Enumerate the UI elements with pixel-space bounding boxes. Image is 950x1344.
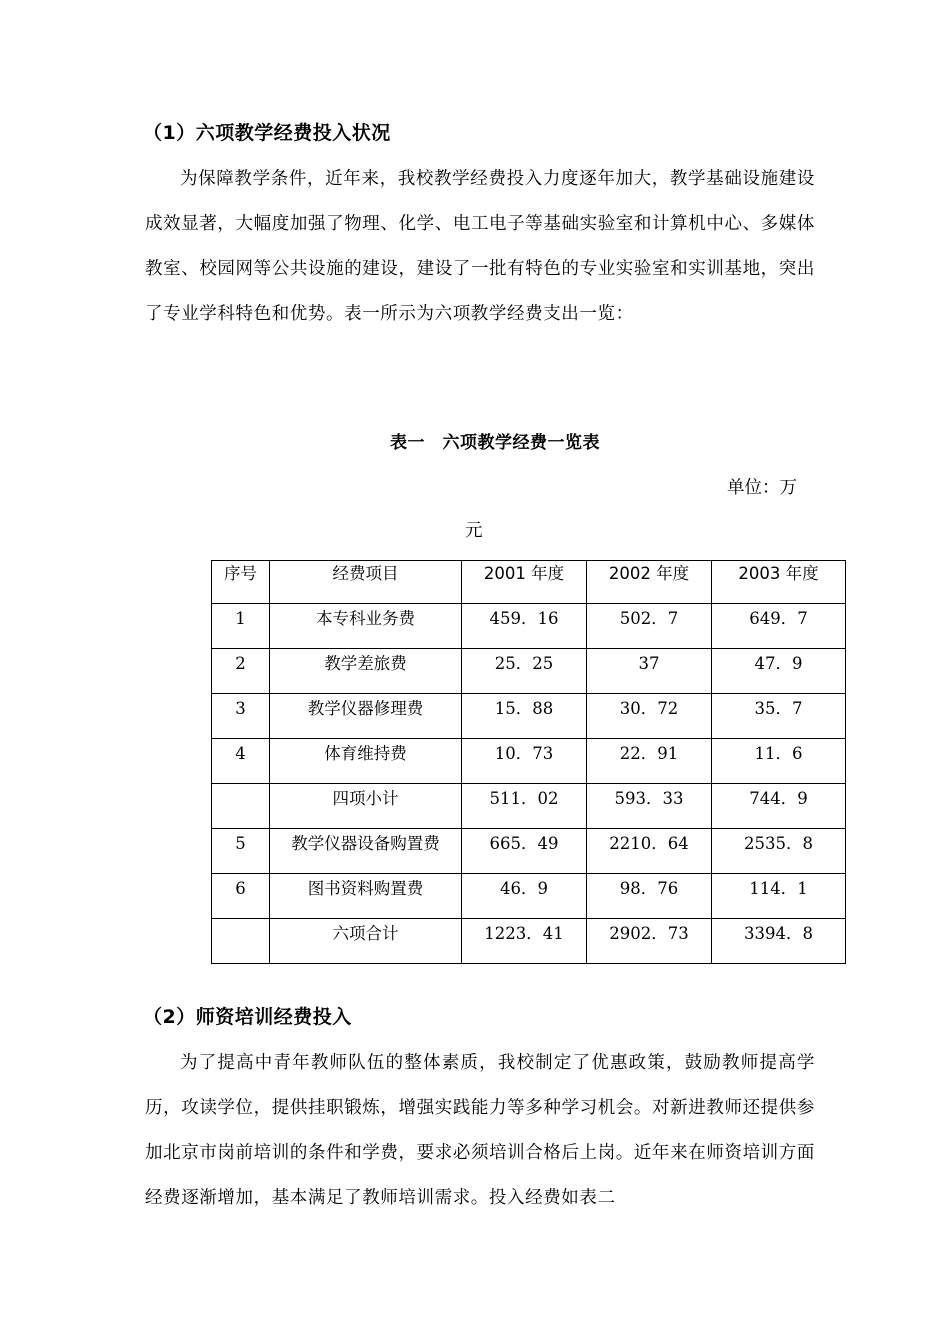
table-cell: 2535．8 [712, 829, 846, 874]
table-cell: 2210．64 [587, 829, 712, 874]
table-row [212, 784, 846, 829]
table-cell [212, 919, 270, 964]
section2-heading: （2）师资培训经费投入 [143, 1006, 352, 1028]
table-cell: 4 [212, 739, 270, 784]
header-cell: 2003 年度 [712, 561, 846, 604]
table-row [212, 649, 846, 694]
table1-caption: 表一 六项教学经费一览表 [390, 433, 600, 453]
table-cell: 15．88 [462, 694, 587, 739]
table-cell: 459．16 [462, 604, 587, 649]
table-cell: 649．7 [712, 604, 846, 649]
table-cell: 98．76 [587, 874, 712, 919]
table-cell: 744．9 [712, 784, 846, 829]
table-cell: 体育维持费 [270, 739, 462, 784]
table-cell: 3394．8 [712, 919, 846, 964]
table1-unit-line1: 单位：万 [727, 478, 797, 498]
table-row [212, 604, 846, 649]
table-cell: 5 [212, 829, 270, 874]
table-cell: 11．6 [712, 739, 846, 784]
table-cell: 3 [212, 694, 270, 739]
table-cell: 六项合计 [270, 919, 462, 964]
table-cell: 教学差旅费 [270, 649, 462, 694]
section1-paragraph: 为保障教学条件，近年来，我校教学经费投入力度逐年加大，教学基础设施建设成效显著，大幅度加强了物理、化学、电工电子等基础实验室和计算机中心、多媒体教室、校园网等公共设施的建设，建设了一批有特色的专业实验室和实训基地，突出了专业学科特色和优势。表一所示为六项教学经费支出一览： [145, 169, 815, 324]
table-cell: 2902．73 [587, 919, 712, 964]
table-cell: 35．7 [712, 694, 846, 739]
table-cell: 四项小计 [270, 784, 462, 829]
table-cell: 665．49 [462, 829, 587, 874]
table-cell: 30．72 [587, 694, 712, 739]
table-row [212, 739, 846, 784]
table-cell: 教学仪器设备购置费 [270, 829, 462, 874]
table-cell: 1 [212, 604, 270, 649]
table-cell: 25．25 [462, 649, 587, 694]
table-cell: 图书资料购置费 [270, 874, 462, 919]
table-header-row [212, 561, 846, 604]
table-cell [212, 784, 270, 829]
table-cell: 593．33 [587, 784, 712, 829]
header-cell: 2001 年度 [462, 561, 587, 604]
expense-table [211, 560, 846, 964]
table-cell: 2 [212, 649, 270, 694]
table-cell: 6 [212, 874, 270, 919]
header-cell: 序号 [212, 561, 270, 604]
table-cell: 1223．41 [462, 919, 587, 964]
table-cell: 114．1 [712, 874, 846, 919]
table-cell: 502．7 [587, 604, 712, 649]
table-cell: 511．02 [462, 784, 587, 829]
table-cell: 47．9 [712, 649, 846, 694]
table-cell: 教学仪器修理费 [270, 694, 462, 739]
section1-heading: （1）六项教学经费投入状况 [143, 122, 391, 144]
table-row [212, 694, 846, 739]
header-cell: 2002 年度 [587, 561, 712, 604]
table-row [212, 829, 846, 874]
header-cell: 经费项目 [270, 561, 462, 604]
table-cell: 22．91 [587, 739, 712, 784]
table-cell: 37 [587, 649, 712, 694]
table1-unit-line2: 元 [465, 521, 483, 541]
table-row [212, 919, 846, 964]
table-cell: 本专科业务费 [270, 604, 462, 649]
table-cell: 46．9 [462, 874, 587, 919]
section2-paragraph: 为了提高中青年教师队伍的整体素质，我校制定了优惠政策，鼓励教师提高学历，攻读学位，提供挂职锻炼，增强实践能力等多种学习机会。对新进教师还提供参加北京市岗前培训的条件和学费，要求必须培训合格后上岗。近年来在师资培训方面经费逐渐增加，基本满足了教师培训需求。投入经费如表二 [145, 1053, 815, 1208]
table-cell: 10．73 [462, 739, 587, 784]
table-row [212, 874, 846, 919]
